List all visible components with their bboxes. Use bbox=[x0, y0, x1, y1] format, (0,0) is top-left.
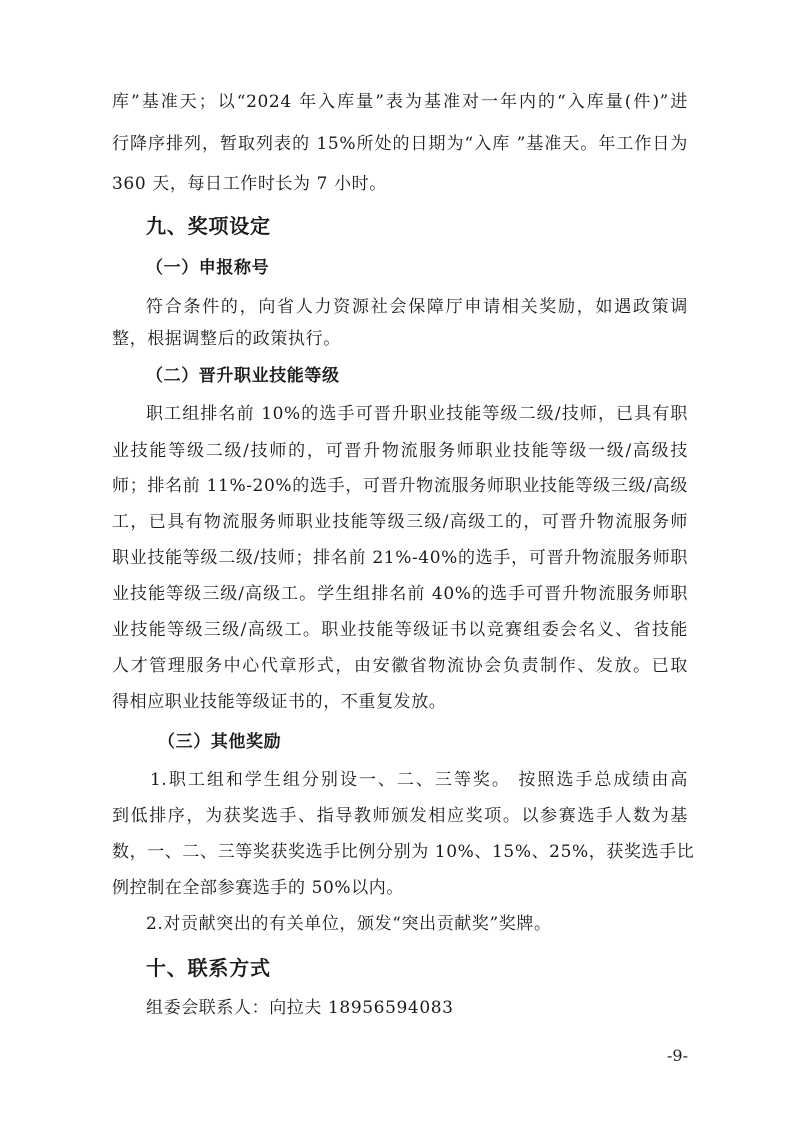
sub2-line-2: 业技能等级二级/技师的，可晋升物流服务师职业技能等级一级/高级技 bbox=[112, 441, 688, 461]
subsection-1-heading: （一）申报称号 bbox=[146, 258, 270, 278]
sub2-line-5: 职业技能等级二级/技师；排名前 21%-40%的选手，可晋升物流服务师职 bbox=[112, 548, 688, 568]
sub2-line-1: 职工组排名前 10%的选手可晋升职业技能等级二级/技师，已具有职 bbox=[146, 404, 688, 424]
sub3-item1-line-2: 到低排序，为获奖选手、指导教师颁发相应奖项。以参赛选手人数为基 bbox=[112, 806, 688, 826]
sub1-line-1: 符合条件的，向省人力资源社会保障厅申请相关奖励，如遇政策调 bbox=[146, 297, 688, 317]
intro-line-1: 库”基准天；以“2024 年入库量”表为基准对一年内的“入库量(件)”进 bbox=[112, 92, 688, 112]
subsection-3-heading: （三）其他奖励 bbox=[158, 732, 282, 752]
contact-line: 组委会联系人：向拉夫 18956594083 bbox=[146, 998, 454, 1018]
sub3-item1-line-3: 数，一、二、三等奖获奖选手比例分别为 10%、15%、25%，获奖选手比 bbox=[112, 842, 695, 862]
sub2-line-4: 工，已具有物流服务师职业技能等级三级/高级工的，可晋升物流服务师 bbox=[112, 512, 688, 532]
sub3-item1-line-4: 例控制在全部参赛选手的 50%以内。 bbox=[112, 878, 404, 898]
subsection-2-heading: （二）晋升职业技能等级 bbox=[146, 366, 340, 386]
sub1-line-2: 整，根据调整后的政策执行。 bbox=[112, 329, 341, 349]
sub2-line-8: 人才管理服务中心代章形式，由安徽省物流协会负责制作、发放。已取 bbox=[112, 656, 688, 676]
page-number: -9- bbox=[667, 1046, 688, 1065]
section-9-heading: 九、奖项设定 bbox=[146, 214, 271, 238]
intro-line-2: 行降序排列，暂取列表的 15%所处的日期为“入库 ”基准天。年工作日为 bbox=[112, 134, 688, 154]
intro-line-3: 360 天，每日工作时长为 7 小时。 bbox=[112, 174, 387, 194]
sub2-line-6: 业技能等级三级/高级工。学生组排名前 40%的选手可晋升物流服务师职 bbox=[112, 584, 688, 604]
sub3-item1-line-1: 1.职工组和学生组分别设一、二、三等奖。 按照选手总成绩由高 bbox=[150, 770, 688, 790]
sub2-line-3: 师；排名前 11%-20%的选手，可晋升物流服务师职业技能等级三级/高级 bbox=[112, 476, 688, 496]
sub3-item2: 2.对贡献突出的有关单位，颁发“突出贡献奖”奖牌。 bbox=[146, 914, 552, 934]
section-10-heading: 十、联系方式 bbox=[146, 956, 271, 980]
sub2-line-7: 业技能等级三级/高级工。职业技能等级证书以竞赛组委会名义、省技能 bbox=[112, 620, 688, 640]
sub2-line-9: 得相应职业技能等级证书的，不重复发放。 bbox=[112, 692, 447, 712]
